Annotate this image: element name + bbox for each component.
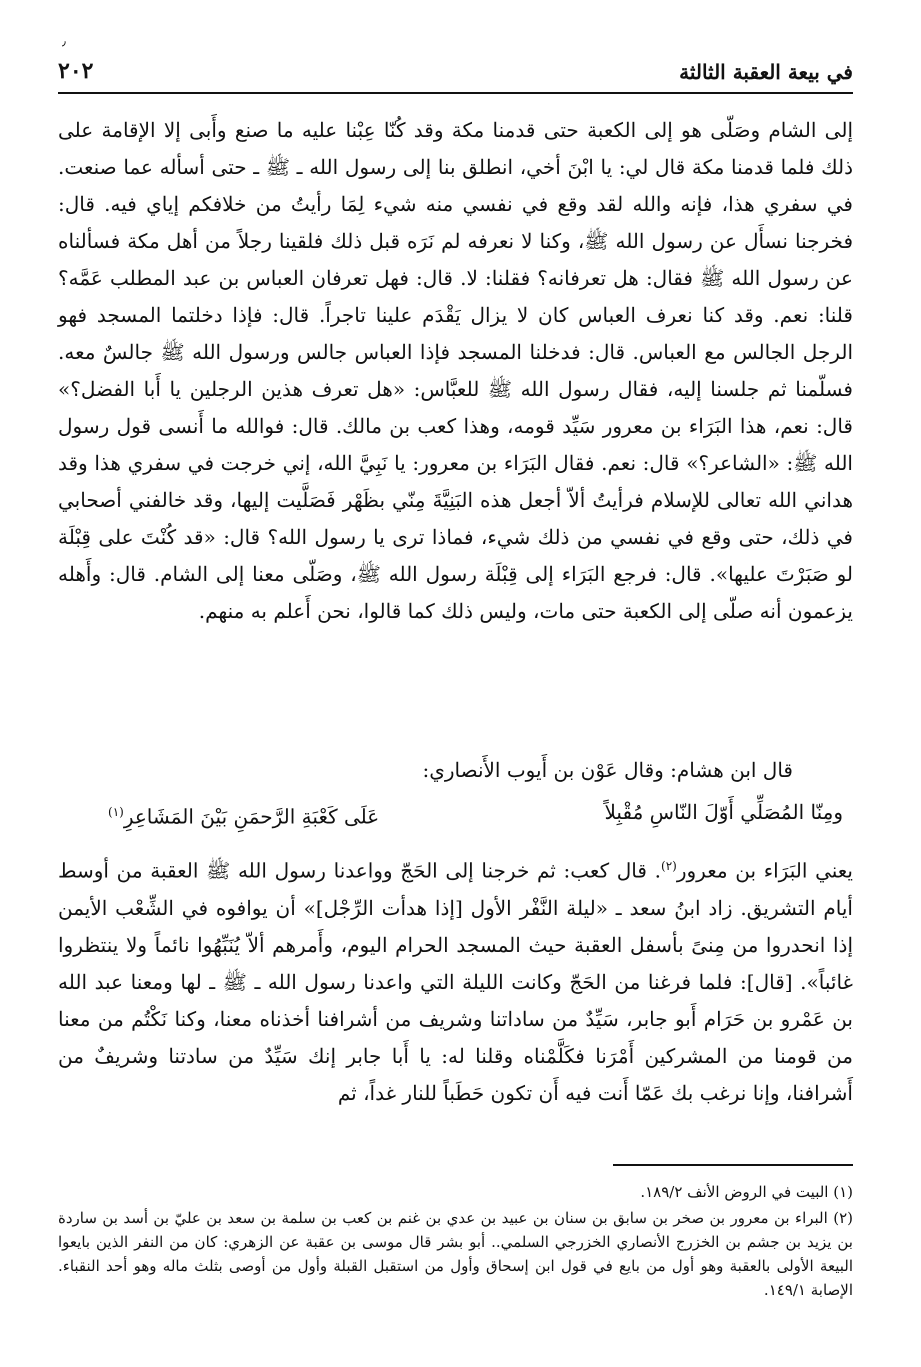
page-header bbox=[58, 52, 853, 94]
footnote-divider bbox=[613, 1164, 853, 1166]
poem-hemistich-1: ومِنّا المُصَلِّي أَوّلَ النّاسِ مُقْبِلاً bbox=[604, 800, 843, 824]
paragraph-2 bbox=[58, 848, 853, 1112]
corner-mark: ٫ bbox=[62, 34, 66, 48]
poem-verse bbox=[108, 794, 843, 835]
main-text bbox=[58, 112, 853, 630]
paragraph-2-start: يعني البَرَاء بن معرور bbox=[676, 858, 853, 883]
paragraph-1: إلى الشام وصَلّى هو إلى الكعبة حتى قدمنا مكة وقد كُنّا عِبْنا عليه ما صنع وأَبى إلا الإقامة على ذلك فلما قدمنا مكة قال لي: يا ابْنَ أخي، انطلق بنا إلى رسول الله ـ ﷺ ـ حتى أسأله عما صنعت. في سفري هذا، فإنه والله لقد وقع في نفسي منه شيء لِمَا رأيتُ من خلافكم إياي فيه. قال: فخرجنا نسأَل عن رسول الله ﷺ، وكنا لا نعرفه لم نَرَه قبل ذلك فلقينا رجلاً من أهل مكة فسألناه عن رسول الله ﷺ فقال: هل تعرفانه؟ فقلنا: لا. قال: فهل تعرفان العباس بن عبد المطلب عَمَّه؟ قلنا: نعم. وقد كنا نعرف العباس كان لا يزال يَقْدَم علينا تاجراً. قال: فإذا دخلتما المسجد فهو الرجل الجالس مع العباس. قال: فدخلنا المسجد فإذا العباس جالس ورسول الله ﷺ جالسٌ معه. فسلّمنا ثم جلسنا إليه، فقال رسول الله ﷺ للعبَّاس: «هل تعرف هذين الرجلين يا أَبا الفضل؟» قال: نعم، هذا البَرَاء بن معرور سَيِّد قومه، وهذا كعب بن مالك. قال: فوالله ما أَنسى قول رسول الله ﷺ: «الشاعر؟» قال: نعم. فقال البَرَاء بن معرور: يا نَبِيَّ الله، إني خرجت في سفري هذا وقد هداني الله تعالى للإسلام فرأيتُ ألاّ أجعل هذه البَنِيَّةَ مِنّي بظَهْر فَصَلَّيت إليها، وقد خالفني أصحابي في ذلك، حتى وقع في نفسي من ذلك شيء، فماذا ترى يا رسول الله؟ قال: «قد كُنْتَ على قِبْلَة لو صَبَرْتَ عليها». قال: فرجع البَرَاء إلى قِبْلَة رسول الله ﷺ، وصَلّى معنا إلى الشام. قال: وأَهله يزعمون أنه صلّى إلى الكعبة حتى مات، وليس ذلك كما قالوا، نحن أَعلم به منهم. bbox=[58, 118, 854, 623]
poem-intro: قال ابن هشام: وقال عَوْن بن أَيوب الأَنصاري: bbox=[422, 758, 793, 782]
footnote-2: (٢) البراء بن معرور بن صخر بن سابق بن سنان بن عبيد بن عدي بن غنم بن كعب بن سلمة بن سعد بن عليّ بن أسد بن ساردة بن يزيد بن جشم بن الخزرج الأنصاري الخزرجي السلمي.. أبو بشر قال موسى بن عقبة عن الزهري: كان من النفر الذين بايعوا البيعة الأولى بالعقبة وهو أول من بايع في قول ابن إسحاق وأول من استقبل القبلة وأول من أوصى بثلث ماله وهو أحد النقباء. الإصابة ١٤٩/١. bbox=[58, 1209, 853, 1299]
poem-hemistich-2-text: عَلَى كَعْبَةِ الرَّحمَنِ بَيْنَ المَشَاعِرِ bbox=[123, 804, 380, 829]
poem-hemistich-2 bbox=[108, 794, 379, 835]
footnote-1: (١) البيت في الروض الأنف ١٨٩/٢. bbox=[640, 1183, 853, 1201]
main-text-continued bbox=[58, 848, 853, 1112]
paragraph-2-rest: . قال كعب: ثم خرجنا إلى الحَجّ وواعدنا رسول الله ﷺ العقبة من أوسط أيام التشريق. زاد ابنُ سعد ـ «ليلة النَّفْر الأول [إذا هدأت الرِّجْل]» أن يوافوه في الشِّعْب الأيمن إذا انحدروا من مِنىً بأسفل العقبة حيث المسجد الحرام اليوم، وأَمرهم ألاّ يُنَبِّهُوا نائماً ولا ينتظروا غائباً». [قال]: فلما فرغنا من الحَجّ وكانت الليلة التي واعدنا رسول الله ـ ﷺ ـ لها ومعنا عبد الله بن عَمْرو بن حَرَام أَبو جابر، سَيِّدٌ من ساداتنا وشريف من أشرافنا أخذناه معنا، وكنا نَكْتُم من معنا من قومنا من المشركين أَمْرَنا فكَلَّمْناه وقلنا له: يا أَبا جابر إنك سَيِّدٌ من سادتنا وشريفٌ من أَشرافنا، وإنا نرغب بك عَمّا أَنت فيه أَن تكون حَطَباً للنار غداً، ثم bbox=[58, 858, 853, 1105]
page-number: ٢٠٢ bbox=[58, 58, 94, 84]
footnote-ref-2[interactable]: (٢) bbox=[661, 859, 677, 873]
footnotes bbox=[58, 1180, 853, 1304]
poem-section bbox=[58, 752, 853, 835]
footnote-ref-1[interactable]: (١) bbox=[108, 805, 124, 819]
running-title: في بيعة العقبة الثالثة bbox=[679, 60, 853, 84]
